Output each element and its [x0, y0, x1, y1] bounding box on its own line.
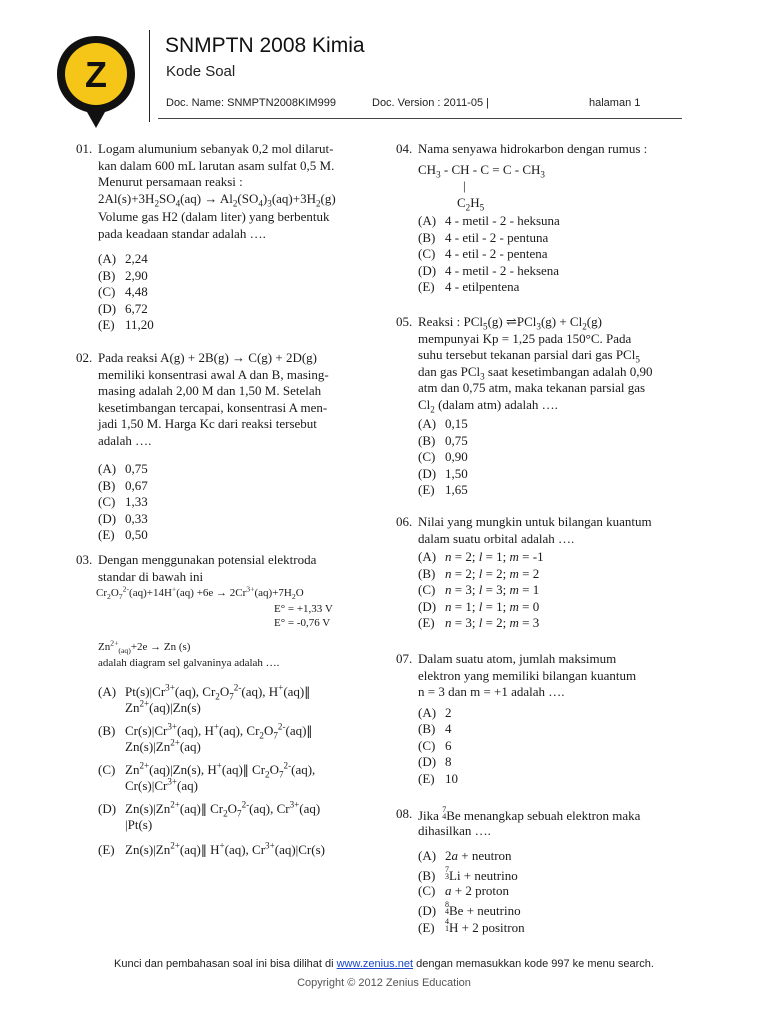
- question-text: pada keadaan standar adalah ….: [98, 225, 266, 241]
- doc-name: Doc. Name: SNMPTN2008KIM999: [166, 97, 336, 109]
- question-text: suhu tersebut tekanan parsial dari gas PCl$_5$: [418, 347, 640, 365]
- question-number: 05.: [396, 314, 413, 329]
- question-text: Pada reaksi A(g) + 2B(g) → C(g) + 2D(g): [98, 350, 318, 365]
- electrode-potential: E° = +1,33 V: [274, 602, 333, 615]
- zenius-link[interactable]: www.zenius.net: [336, 958, 414, 970]
- answer-option: (D) n = 1; l = 1; m = 0: [418, 598, 540, 614]
- question-text: mempunyai Kp = 1,25 pada 150°C. Pada: [418, 330, 632, 346]
- question-text: dan gas PCl$_3$ saat kesetimbangan adalah 0,90: [418, 363, 653, 382]
- question-text: kesetimbangan tercapai, konsentrasi A men-: [98, 399, 328, 415]
- answer-option: (A) 0,75: [98, 461, 148, 476]
- answer-option: (B) 4 - etil - 2 - pentuna: [418, 229, 549, 245]
- answer-option: (B) 0,67: [98, 477, 148, 493]
- answer-option: (E) 4 - etilpentena: [418, 279, 520, 294]
- answer-option: (B) 2,90: [98, 267, 148, 283]
- structural-formula-bond: |: [463, 178, 466, 193]
- question-text: adalah ….: [98, 432, 152, 448]
- answer-option: (B) 0,75: [418, 432, 468, 448]
- question-text: adalah diagram sel galvaninya adalah ….: [98, 657, 280, 669]
- question-text: $Cl_2$ (dalam atm) adalah ….: [418, 396, 558, 415]
- answer-option: (A) $Pt(s)|Cr^{3+}(aq)$, $Cr_2O_7^{2-}(aq)$, H+(aq)‖: [98, 682, 311, 702]
- half-reaction: $Zn^{2+}_{(aq)}+2e \to Zn$ (s): [98, 637, 191, 655]
- answer-option: (C) a + 2 proton: [418, 883, 510, 898]
- question-text: Nama senyawa hidrokarbon dengan rumus :: [418, 141, 648, 156]
- answer-option: (E) 11,20: [98, 317, 154, 332]
- question-number: 01.: [76, 141, 93, 156]
- footer-text: dengan memasukkan kode 997 ke menu search.: [413, 958, 654, 970]
- answer-option: (A) 4 - metil - 2 - heksuna: [418, 213, 560, 228]
- answer-option: (B) n = 2; l = 2; m = 2: [418, 565, 540, 581]
- answer-option: (D) 8 4Be + neutrino: [418, 899, 521, 918]
- answer-option: (C) $Zn^{2+}(aq)|Zn(s)$, H+(aq)‖ $Cr_2O_7^{2-}(aq)$,: [98, 760, 316, 780]
- answer-option: (B) 4: [418, 721, 452, 736]
- question-number: 07.: [396, 651, 413, 666]
- answer-option-cont: $Cr(s)|Cr^{3+}(aq)$: [125, 776, 198, 793]
- structural-formula: $CH_3$ - CH - $C = C - CH_3$: [418, 161, 545, 180]
- electrode-potential: E° = -0,76 V: [274, 616, 331, 629]
- answer-option: (A) 2,24: [98, 251, 148, 266]
- logo-letter: Z: [85, 54, 107, 95]
- answer-option: (E) 1,65: [418, 482, 468, 497]
- answer-option: (A) 2: [418, 704, 452, 720]
- question-text: Volume gas H2 (dalam liter) yang berbentuk: [98, 209, 330, 224]
- question-text: memiliki konsentrasi awal A dan B, masing-: [98, 366, 329, 382]
- question-text: standar di bawah ini: [98, 568, 204, 584]
- page-subtitle: Kode Soal: [166, 63, 236, 80]
- answer-option: (E) $Zn(s)|Zn^{2+}(aq)‖$ H+(aq), $Cr^{3+}(aq)|Cr(s)$: [98, 840, 325, 857]
- question-text: masing adalah 2,00 M dan 1,50 M. Setelah: [98, 383, 322, 398]
- answer-option: (C) 6: [418, 737, 452, 753]
- answer-option: (C) 4,48: [98, 284, 148, 299]
- answer-option: (A) 0,15: [418, 416, 468, 431]
- half-reaction: $Cr_2O_7^{2-}(aq)+14H^+(aq) +6e \to 2Cr^{3+}(aq)+7H_2O$: [96, 584, 304, 602]
- answer-option: (B) $Cr(s)|Cr^{3+}(aq)$, H+(aq), $Cr_2O_7^{2-}(aq)‖$: [98, 721, 313, 741]
- question-text: Dalam suatu atom, jumlah maksimum: [418, 651, 617, 666]
- reaction-equation: $2Al(s)+3H_2SO_4(aq) \to Al_2(SO_4)_3(aq)+3H_2(g)$: [98, 190, 336, 209]
- zenius-logo: [53, 32, 139, 130]
- question-text: dihasilkan ….: [418, 822, 491, 838]
- header-underline: [158, 118, 682, 119]
- answer-option-cont: $Zn^{2+}(aq)|Zn(s)$: [125, 698, 201, 715]
- answer-option: (E) n = 3; l = 2; m = 3: [418, 615, 540, 630]
- answer-option: (D) 0,33: [98, 510, 148, 526]
- answer-option: (D) 6,72: [98, 300, 148, 316]
- question-text: jadi 1,50 M. Harga Kc dari reaksi tersebut: [98, 416, 317, 431]
- question-text: Dengan menggunakan potensial elektroda: [98, 552, 317, 567]
- question-number: 04.: [396, 141, 413, 156]
- question-text: Nilai yang mungkin untuk bilangan kuantum: [418, 514, 652, 529]
- question-number: 08.: [396, 806, 413, 821]
- answer-option: (D) $Zn(s)|Zn^{2+}(aq)‖$ $Cr_2O_7^{2-}(aq)$, $Cr^{3+}(aq)$: [98, 799, 321, 819]
- page-title: SNMPTN 2008 Kimia: [165, 34, 365, 57]
- answer-option: (D) 4 - metil - 2 - heksena: [418, 262, 560, 278]
- doc-version: Doc. Version : 2011-05 |: [372, 97, 489, 109]
- question-number: 03.: [76, 552, 93, 567]
- question-text: Reaksi : PCl$_5$(g) ⇌PCl$_3$(g) + $Cl_2(g)$: [418, 314, 602, 332]
- footer-note: [0, 958, 768, 970]
- question-number: 02.: [76, 350, 93, 365]
- structural-formula-branch: $C_2H_5$: [457, 194, 485, 213]
- question-text: Menurut persamaan reaksi :: [98, 174, 243, 189]
- answer-option: (C) 1,33: [98, 494, 148, 509]
- answer-option-cont: $Zn(s)|Zn^{2+}(aq)$: [125, 737, 201, 754]
- question-text: elektron yang memiliki bilangan kuantum: [418, 667, 637, 683]
- answer-option: (B) 7 3Li + neutrino: [418, 864, 518, 883]
- answer-option: (D) 8: [418, 754, 452, 769]
- answer-option: (D) 1,50: [418, 465, 468, 481]
- header-divider: [149, 30, 150, 122]
- question-text: Jika 7 4Be menangkap sebuah elektron maka: [418, 805, 641, 823]
- question-text: kan dalam 600 mL larutan asam sulfat 0,5 M.: [98, 157, 335, 173]
- answer-option: (C) 4 - etil - 2 - pentena: [418, 246, 548, 261]
- question-number: 06.: [396, 514, 413, 529]
- answer-option: (A) 2a + neutron: [418, 848, 512, 863]
- answer-option: (C) 0,90: [418, 449, 468, 464]
- answer-option: (A) n = 2; l = 1; m = -1: [418, 549, 544, 564]
- copyright: Copyright © 2012 Zenius Education: [297, 977, 471, 989]
- question-text: dalam suatu orbital adalah ….: [418, 530, 575, 546]
- question-text: Logam alumunium sebanyak 0,2 mol dilarut-: [98, 141, 334, 156]
- page-number: halaman 1: [589, 97, 641, 109]
- answer-option: (E) 4 1H + 2 positron: [418, 917, 525, 935]
- answer-option: (C) n = 3; l = 3; m = 1: [418, 582, 540, 597]
- answer-option: (E) 0,50: [98, 527, 148, 542]
- answer-option-cont: |Pt(s): [125, 817, 153, 832]
- answer-option: (E) 10: [418, 770, 458, 786]
- question-text: atm dan 0,75 atm, maka tekanan parsial gas: [418, 380, 646, 395]
- question-text: n = 3 dan m = +1 adalah ….: [418, 684, 565, 699]
- footer-text: Kunci dan pembahasan soal ini bisa dilihat di: [114, 958, 337, 970]
